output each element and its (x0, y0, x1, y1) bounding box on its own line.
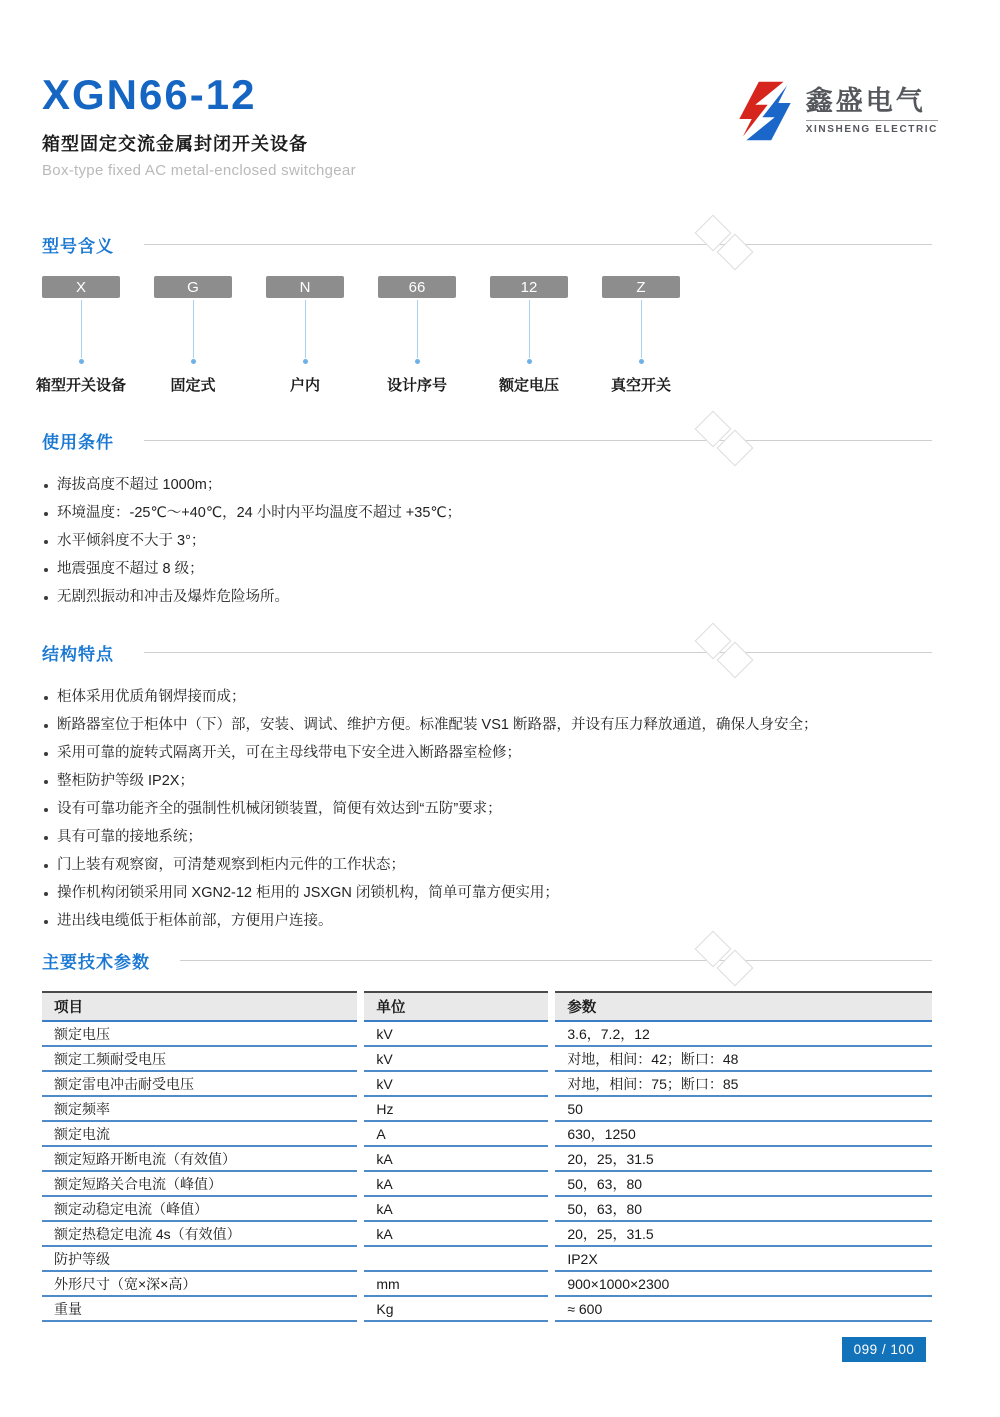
logo-x-icon (734, 76, 796, 146)
connector-dot-icon (527, 359, 532, 364)
model-code-box: Z (602, 276, 680, 298)
param-value: IP2X (555, 1247, 932, 1272)
param-name: 外形尺寸（宽×深×高） (42, 1272, 357, 1297)
logo-name-en: XINSHENG ELECTRIC (806, 120, 938, 135)
param-name: 额定热稳定电流 4s（有效值） (42, 1222, 357, 1247)
connector-dot-icon (639, 359, 644, 364)
company-logo (734, 76, 938, 146)
param-unit: kA (364, 1147, 548, 1172)
model-item (378, 276, 456, 394)
param-name: 额定短路开断电流（有效值） (42, 1147, 357, 1172)
diamond-decoration-icon (694, 933, 764, 989)
table-row (42, 1047, 932, 1072)
model-item (602, 276, 680, 394)
logo-name-cn: 鑫盛电气 (805, 86, 926, 117)
connector-dot-icon (79, 359, 84, 364)
table-row (42, 1272, 932, 1297)
section-heading (42, 640, 932, 665)
param-name: 额定电流 (42, 1122, 357, 1147)
param-name: 额定动稳定电流（峰值） (42, 1197, 357, 1222)
conditions-list (42, 477, 932, 606)
diamond-decoration-icon (694, 625, 764, 681)
param-unit: A (364, 1122, 548, 1147)
connector-line (417, 300, 418, 358)
feature-item: 具有可靠的接地系统； (42, 829, 932, 846)
model-code-box: 12 (490, 276, 568, 298)
product-model-title: XGN66-12 (42, 71, 257, 118)
feature-item: 柜体采用优质角钢焊接而成； (42, 689, 932, 706)
product-subtitle-en: Box-type fixed AC metal-enclosed switchgear (42, 162, 356, 179)
logo-text (806, 87, 938, 135)
section-rule (144, 440, 932, 441)
column-header-item: 项目 (42, 991, 357, 1022)
model-item (154, 276, 232, 394)
param-value: 对地，相间：42；断口：48 (555, 1047, 932, 1072)
section-model-meaning (35, 232, 932, 394)
model-item (266, 276, 344, 394)
param-value: 630，1250 (555, 1122, 932, 1147)
connector-line (81, 300, 82, 358)
table-row (42, 1147, 932, 1172)
table-row (42, 1122, 932, 1147)
feature-item: 进出线电缆低于柜体前部，方便用户连接。 (42, 913, 932, 930)
model-code-label: 固定式 (170, 377, 216, 394)
model-code-row (35, 276, 932, 394)
feature-item: 设有可靠功能齐全的强制性机械闭锁装置，简便有效达到“五防”要求； (42, 801, 932, 818)
section-title: 使用条件 (42, 433, 114, 452)
feature-item: 操作机构闭锁采用同 XGN2-12 柜用的 JSXGN 闭锁机构，简单可靠方便实用； (42, 885, 932, 902)
diamond-decoration-icon (694, 413, 764, 469)
condition-item: 无剧烈振动和冲击及爆炸危险场所。 (42, 589, 932, 606)
param-value: 50，63，80 (555, 1197, 932, 1222)
condition-item: 环境温度：-25℃～+40℃，24 小时内平均温度不超过 +35℃； (42, 505, 932, 522)
connector-line (305, 300, 306, 358)
feature-item: 整柜防护等级 IP2X； (42, 773, 932, 790)
param-value: 900×1000×2300 (555, 1272, 932, 1297)
connector-dot-icon (303, 359, 308, 364)
model-code-label: 设计序号 (386, 377, 448, 394)
table-row (42, 1022, 932, 1047)
section-title: 型号含义 (42, 237, 114, 256)
model-code-label: 箱型开关设备 (35, 377, 127, 394)
model-code-label: 真空开关 (610, 377, 672, 394)
condition-item: 水平倾斜度不大于 3°； (42, 533, 932, 550)
table-header-row (42, 991, 932, 1022)
table-row (42, 1097, 932, 1122)
section-title: 主要技术参数 (42, 953, 150, 972)
section-rule (180, 960, 932, 961)
param-unit: kV (364, 1047, 548, 1072)
parameters-table (35, 991, 939, 1322)
param-unit: Hz (364, 1097, 548, 1122)
connector-dot-icon (415, 359, 420, 364)
param-unit (364, 1247, 548, 1272)
model-code-box: N (266, 276, 344, 298)
section-heading (42, 948, 932, 973)
param-name: 重量 (42, 1297, 357, 1322)
param-unit: kA (364, 1197, 548, 1222)
condition-item: 地震强度不超过 8 级； (42, 561, 932, 578)
model-code-label: 户内 (289, 377, 321, 394)
section-heading (42, 232, 932, 257)
table-row (42, 1247, 932, 1272)
model-code-label: 额定电压 (498, 377, 560, 394)
page-number-badge: 099 / 100 (842, 1337, 926, 1362)
connector-line (193, 300, 194, 358)
model-code-box: 66 (378, 276, 456, 298)
feature-item: 采用可靠的旋转式隔离开关，可在主母线带电下安全进入断路器室检修； (42, 745, 932, 762)
param-value: 20，25，31.5 (555, 1222, 932, 1247)
param-name: 额定电压 (42, 1022, 357, 1047)
section-technical-parameters (42, 948, 932, 1322)
section-title: 结构特点 (42, 645, 114, 664)
param-unit: kA (364, 1222, 548, 1247)
connector-line (529, 300, 530, 358)
connector-line (641, 300, 642, 358)
param-value: 50，63，80 (555, 1172, 932, 1197)
model-item (490, 276, 568, 394)
param-unit: mm (364, 1272, 548, 1297)
table-row (42, 1172, 932, 1197)
param-value: 3.6，7.2，12 (555, 1022, 932, 1047)
column-header-value: 参数 (555, 991, 932, 1022)
param-value: 50 (555, 1097, 932, 1122)
param-unit: kV (364, 1022, 548, 1047)
section-heading (42, 428, 932, 453)
param-unit: kV (364, 1072, 548, 1097)
table-row (42, 1297, 932, 1322)
diamond-decoration-icon (694, 217, 764, 273)
feature-item: 断路器室位于柜体中（下）部，安装、调试、维护方便。标准配装 VS1 断路器，并设有压力释放通道，确保人身安全； (42, 717, 932, 734)
model-item (35, 276, 127, 394)
section-rule (144, 244, 932, 245)
param-name: 防护等级 (42, 1247, 357, 1272)
condition-item: 海拔高度不超过 1000m； (42, 477, 932, 494)
param-name: 额定频率 (42, 1097, 357, 1122)
connector-dot-icon (191, 359, 196, 364)
table-row (42, 1222, 932, 1247)
column-header-unit: 单位 (364, 991, 548, 1022)
model-code-box: X (42, 276, 120, 298)
param-name: 额定雷电冲击耐受电压 (42, 1072, 357, 1097)
param-unit: kA (364, 1172, 548, 1197)
feature-item: 门上装有观察窗，可清楚观察到柜内元件的工作状态； (42, 857, 932, 874)
table-row (42, 1197, 932, 1222)
section-rule (144, 652, 932, 653)
doc-header (42, 71, 938, 179)
product-subtitle-cn: 箱型固定交流金属封闭开关设备 (42, 134, 308, 154)
param-unit: Kg (364, 1297, 548, 1322)
param-name: 额定工频耐受电压 (42, 1047, 357, 1072)
table-row (42, 1072, 932, 1097)
param-value: 20，25，31.5 (555, 1147, 932, 1172)
section-structural-features (42, 640, 932, 941)
param-value: 对地，相间：75；断口：85 (555, 1072, 932, 1097)
param-name: 额定短路关合电流（峰值） (42, 1172, 357, 1197)
features-list (42, 689, 932, 930)
section-operating-conditions (42, 428, 932, 617)
model-code-box: G (154, 276, 232, 298)
param-value: ≈ 600 (555, 1297, 932, 1322)
